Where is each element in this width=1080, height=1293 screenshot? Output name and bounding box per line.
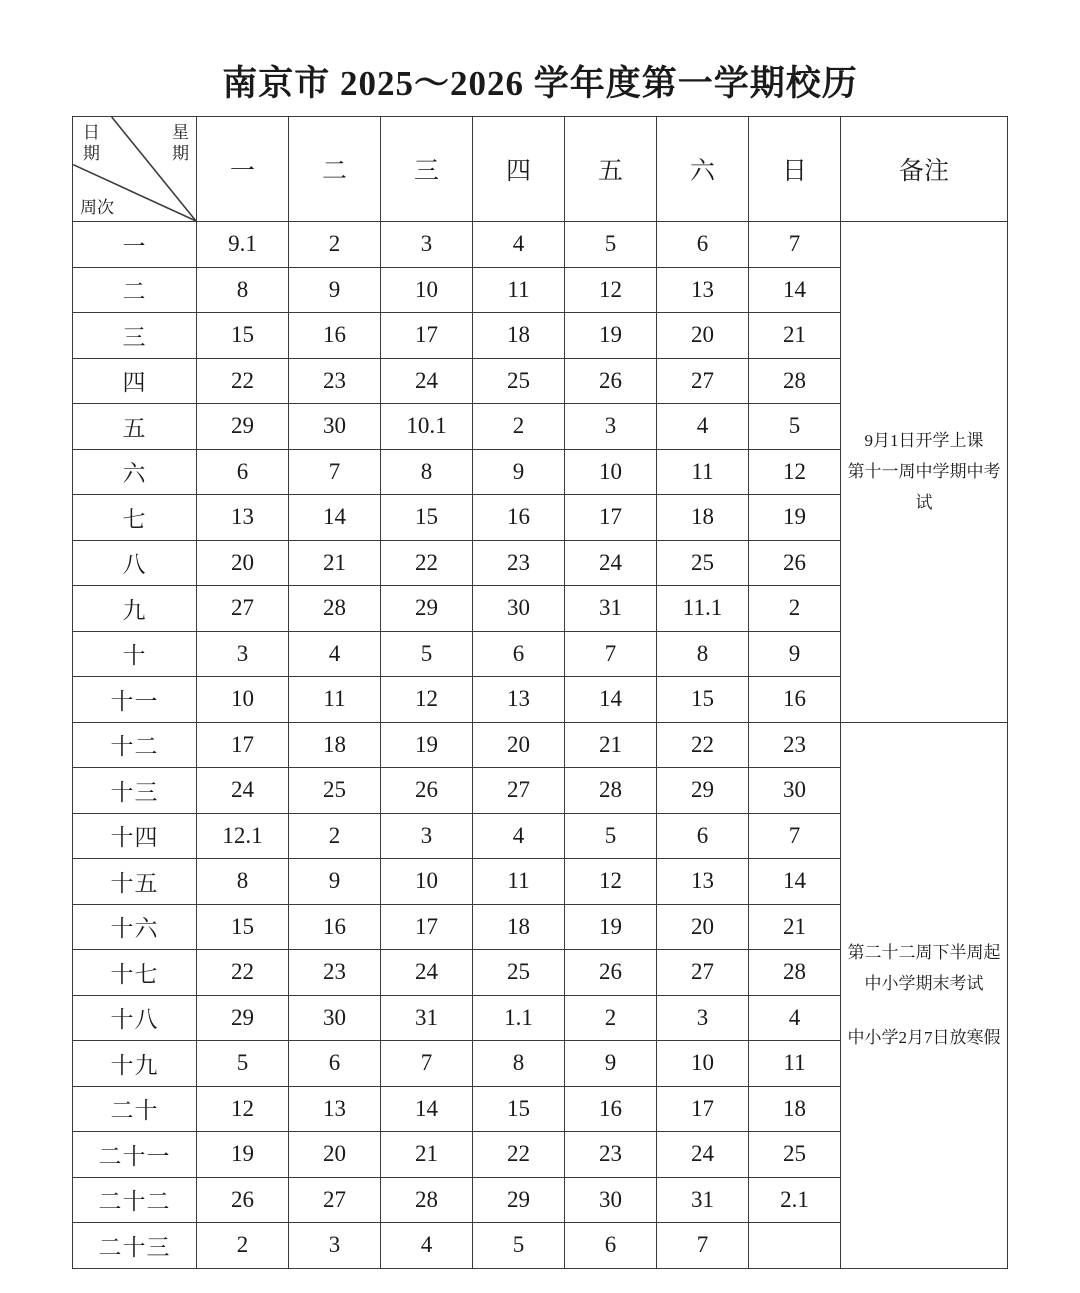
date-cell: 2 <box>749 586 841 632</box>
date-cell: 4 <box>749 995 841 1041</box>
date-cell: 27 <box>657 950 749 996</box>
date-cell: 12 <box>749 449 841 495</box>
date-cell: 12 <box>381 677 473 723</box>
date-cell: 22 <box>657 722 749 768</box>
date-cell: 3 <box>197 631 289 677</box>
date-cell: 14 <box>565 677 657 723</box>
remark-line: 9月1日开学上课 <box>864 430 984 450</box>
remark-line: 中小学2月7日放寒假 <box>847 1027 1001 1047</box>
date-cell: 21 <box>749 313 841 359</box>
remark-line: 第十一周中学期中考试 <box>847 462 1001 513</box>
date-cell: 2 <box>565 995 657 1041</box>
date-cell: 2.1 <box>749 1177 841 1223</box>
date-cell: 14 <box>381 1086 473 1132</box>
week-number-cell: 十一 <box>73 677 197 723</box>
date-cell: 19 <box>197 1132 289 1178</box>
date-cell: 17 <box>565 495 657 541</box>
date-cell: 25 <box>289 768 381 814</box>
date-cell: 28 <box>565 768 657 814</box>
date-cell: 22 <box>197 358 289 404</box>
date-cell: 17 <box>381 904 473 950</box>
date-cell: 28 <box>381 1177 473 1223</box>
date-cell: 5 <box>565 813 657 859</box>
date-cell: 24 <box>197 768 289 814</box>
column-header-monday: 一 <box>197 117 289 222</box>
week-number-cell: 十六 <box>73 904 197 950</box>
date-cell: 25 <box>749 1132 841 1178</box>
column-header-remark: 备注 <box>841 117 1008 222</box>
week-number-cell: 二十一 <box>73 1132 197 1178</box>
date-cell: 16 <box>289 313 381 359</box>
date-cell: 4 <box>473 813 565 859</box>
date-cell: 18 <box>473 313 565 359</box>
week-number-cell: 二十 <box>73 1086 197 1132</box>
date-cell: 19 <box>565 313 657 359</box>
column-header-saturday: 六 <box>657 117 749 222</box>
date-cell: 13 <box>289 1086 381 1132</box>
date-cell: 6 <box>289 1041 381 1087</box>
date-cell: 10 <box>381 859 473 905</box>
date-cell: 11 <box>473 859 565 905</box>
date-cell <box>749 1223 841 1269</box>
date-cell: 15 <box>381 495 473 541</box>
week-number-cell: 十九 <box>73 1041 197 1087</box>
date-cell: 31 <box>565 586 657 632</box>
date-cell: 8 <box>381 449 473 495</box>
date-cell: 17 <box>197 722 289 768</box>
date-cell: 11.1 <box>657 586 749 632</box>
column-header-sunday: 日 <box>749 117 841 222</box>
date-cell: 14 <box>289 495 381 541</box>
date-cell: 19 <box>381 722 473 768</box>
date-cell: 15 <box>197 904 289 950</box>
date-cell: 24 <box>657 1132 749 1178</box>
date-cell: 21 <box>289 540 381 586</box>
school-calendar-table <box>72 116 1008 1269</box>
date-cell: 29 <box>657 768 749 814</box>
corner-split-header-cell <box>73 117 197 222</box>
date-cell: 21 <box>749 904 841 950</box>
date-cell: 27 <box>197 586 289 632</box>
date-cell: 20 <box>657 313 749 359</box>
date-cell: 9 <box>289 267 381 313</box>
date-cell: 3 <box>657 995 749 1041</box>
table-row <box>73 222 1008 268</box>
date-cell: 26 <box>565 950 657 996</box>
date-cell: 24 <box>381 358 473 404</box>
week-number-cell: 二 <box>73 267 197 313</box>
date-cell: 2 <box>289 813 381 859</box>
week-number-cell: 十二 <box>73 722 197 768</box>
remark-cell <box>841 222 1008 723</box>
week-number-cell: 十五 <box>73 859 197 905</box>
header-row <box>73 117 1008 222</box>
date-cell: 24 <box>565 540 657 586</box>
date-cell: 23 <box>289 358 381 404</box>
date-cell: 11 <box>657 449 749 495</box>
column-header-tuesday: 二 <box>289 117 381 222</box>
date-cell: 6 <box>565 1223 657 1269</box>
week-number-cell: 三 <box>73 313 197 359</box>
date-cell: 21 <box>565 722 657 768</box>
date-cell: 11 <box>473 267 565 313</box>
week-number-cell: 五 <box>73 404 197 450</box>
date-cell: 10 <box>197 677 289 723</box>
date-cell: 30 <box>289 404 381 450</box>
date-cell: 7 <box>381 1041 473 1087</box>
table-body <box>73 222 1008 1269</box>
corner-label-weekday: 星期 <box>169 123 188 165</box>
date-cell: 25 <box>473 950 565 996</box>
date-cell: 28 <box>289 586 381 632</box>
date-cell: 17 <box>381 313 473 359</box>
date-cell: 30 <box>289 995 381 1041</box>
date-cell: 2 <box>473 404 565 450</box>
date-cell: 5 <box>749 404 841 450</box>
date-cell: 10.1 <box>381 404 473 450</box>
date-cell: 9 <box>289 859 381 905</box>
date-cell: 3 <box>381 813 473 859</box>
date-cell: 18 <box>749 1086 841 1132</box>
date-cell: 31 <box>657 1177 749 1223</box>
date-cell: 5 <box>565 222 657 268</box>
date-cell: 7 <box>749 222 841 268</box>
date-cell: 30 <box>565 1177 657 1223</box>
date-cell: 7 <box>289 449 381 495</box>
date-cell: 4 <box>473 222 565 268</box>
date-cell: 28 <box>749 950 841 996</box>
date-cell: 18 <box>473 904 565 950</box>
date-cell: 9 <box>473 449 565 495</box>
date-cell: 26 <box>565 358 657 404</box>
week-number-cell: 十八 <box>73 995 197 1041</box>
date-cell: 31 <box>381 995 473 1041</box>
date-cell: 11 <box>289 677 381 723</box>
date-cell: 30 <box>749 768 841 814</box>
date-cell: 16 <box>473 495 565 541</box>
week-number-cell: 八 <box>73 540 197 586</box>
date-cell: 28 <box>749 358 841 404</box>
date-cell: 23 <box>473 540 565 586</box>
date-cell: 1.1 <box>473 995 565 1041</box>
date-cell: 23 <box>565 1132 657 1178</box>
date-cell: 8 <box>473 1041 565 1087</box>
date-cell: 26 <box>197 1177 289 1223</box>
date-cell: 3 <box>565 404 657 450</box>
date-cell: 26 <box>749 540 841 586</box>
date-cell: 13 <box>473 677 565 723</box>
date-cell: 5 <box>473 1223 565 1269</box>
date-cell: 17 <box>657 1086 749 1132</box>
column-header-friday: 五 <box>565 117 657 222</box>
date-cell: 14 <box>749 859 841 905</box>
date-cell: 8 <box>197 859 289 905</box>
date-cell: 13 <box>657 859 749 905</box>
date-cell: 9.1 <box>197 222 289 268</box>
table-header <box>73 117 1008 222</box>
date-cell: 2 <box>197 1223 289 1269</box>
week-number-cell: 十七 <box>73 950 197 996</box>
week-number-cell: 七 <box>73 495 197 541</box>
date-cell: 9 <box>565 1041 657 1087</box>
date-cell: 7 <box>565 631 657 677</box>
date-cell: 9 <box>749 631 841 677</box>
date-cell: 8 <box>657 631 749 677</box>
date-cell: 16 <box>565 1086 657 1132</box>
date-cell: 6 <box>657 222 749 268</box>
corner-label-date: 日期 <box>79 123 99 165</box>
date-cell: 10 <box>565 449 657 495</box>
date-cell: 8 <box>197 267 289 313</box>
date-cell: 19 <box>749 495 841 541</box>
column-header-thursday: 四 <box>473 117 565 222</box>
date-cell: 13 <box>197 495 289 541</box>
week-number-cell: 九 <box>73 586 197 632</box>
date-cell: 14 <box>749 267 841 313</box>
date-cell: 10 <box>381 267 473 313</box>
date-cell: 5 <box>381 631 473 677</box>
date-cell: 6 <box>473 631 565 677</box>
week-number-cell: 二十二 <box>73 1177 197 1223</box>
column-header-wednesday: 三 <box>381 117 473 222</box>
date-cell: 25 <box>473 358 565 404</box>
calendar-container <box>72 116 1007 1269</box>
table-row <box>73 722 1008 768</box>
remark-cell <box>841 722 1008 1268</box>
date-cell: 6 <box>657 813 749 859</box>
remark-line: 第二十二周下半周起中小学期末考试 <box>847 942 1001 994</box>
date-cell: 5 <box>197 1041 289 1087</box>
date-cell: 18 <box>657 495 749 541</box>
week-number-cell: 一 <box>73 222 197 268</box>
date-cell: 27 <box>473 768 565 814</box>
date-cell: 11 <box>749 1041 841 1087</box>
date-cell: 20 <box>657 904 749 950</box>
date-cell: 7 <box>749 813 841 859</box>
date-cell: 18 <box>289 722 381 768</box>
date-cell: 15 <box>197 313 289 359</box>
date-cell: 16 <box>289 904 381 950</box>
date-cell: 12.1 <box>197 813 289 859</box>
date-cell: 25 <box>657 540 749 586</box>
date-cell: 27 <box>289 1177 381 1223</box>
page-title: 南京市 2025～2026 学年度第一学期校历 <box>222 64 858 103</box>
week-number-cell: 十三 <box>73 768 197 814</box>
date-cell: 26 <box>381 768 473 814</box>
date-cell: 20 <box>473 722 565 768</box>
date-cell: 4 <box>381 1223 473 1269</box>
date-cell: 3 <box>289 1223 381 1269</box>
date-cell: 29 <box>473 1177 565 1223</box>
date-cell: 23 <box>749 722 841 768</box>
date-cell: 15 <box>657 677 749 723</box>
date-cell: 15 <box>473 1086 565 1132</box>
date-cell: 10 <box>657 1041 749 1087</box>
date-cell: 12 <box>565 267 657 313</box>
week-number-cell: 六 <box>73 449 197 495</box>
date-cell: 21 <box>381 1132 473 1178</box>
date-cell: 23 <box>289 950 381 996</box>
date-cell: 12 <box>197 1086 289 1132</box>
date-cell: 29 <box>197 404 289 450</box>
date-cell: 29 <box>381 586 473 632</box>
date-cell: 27 <box>657 358 749 404</box>
date-cell: 20 <box>289 1132 381 1178</box>
date-cell: 22 <box>381 540 473 586</box>
date-cell: 22 <box>473 1132 565 1178</box>
date-cell: 29 <box>197 995 289 1041</box>
week-number-cell: 四 <box>73 358 197 404</box>
corner-label-week: 周次 <box>80 198 114 218</box>
date-cell: 22 <box>197 950 289 996</box>
date-cell: 16 <box>749 677 841 723</box>
date-cell: 4 <box>289 631 381 677</box>
date-cell: 13 <box>657 267 749 313</box>
date-cell: 30 <box>473 586 565 632</box>
date-cell: 24 <box>381 950 473 996</box>
week-number-cell: 十 <box>73 631 197 677</box>
date-cell: 4 <box>657 404 749 450</box>
date-cell: 12 <box>565 859 657 905</box>
date-cell: 3 <box>381 222 473 268</box>
week-number-cell: 十四 <box>73 813 197 859</box>
date-cell: 7 <box>657 1223 749 1269</box>
date-cell: 19 <box>565 904 657 950</box>
date-cell: 20 <box>197 540 289 586</box>
week-number-cell: 二十三 <box>73 1223 197 1269</box>
date-cell: 6 <box>197 449 289 495</box>
date-cell: 2 <box>289 222 381 268</box>
